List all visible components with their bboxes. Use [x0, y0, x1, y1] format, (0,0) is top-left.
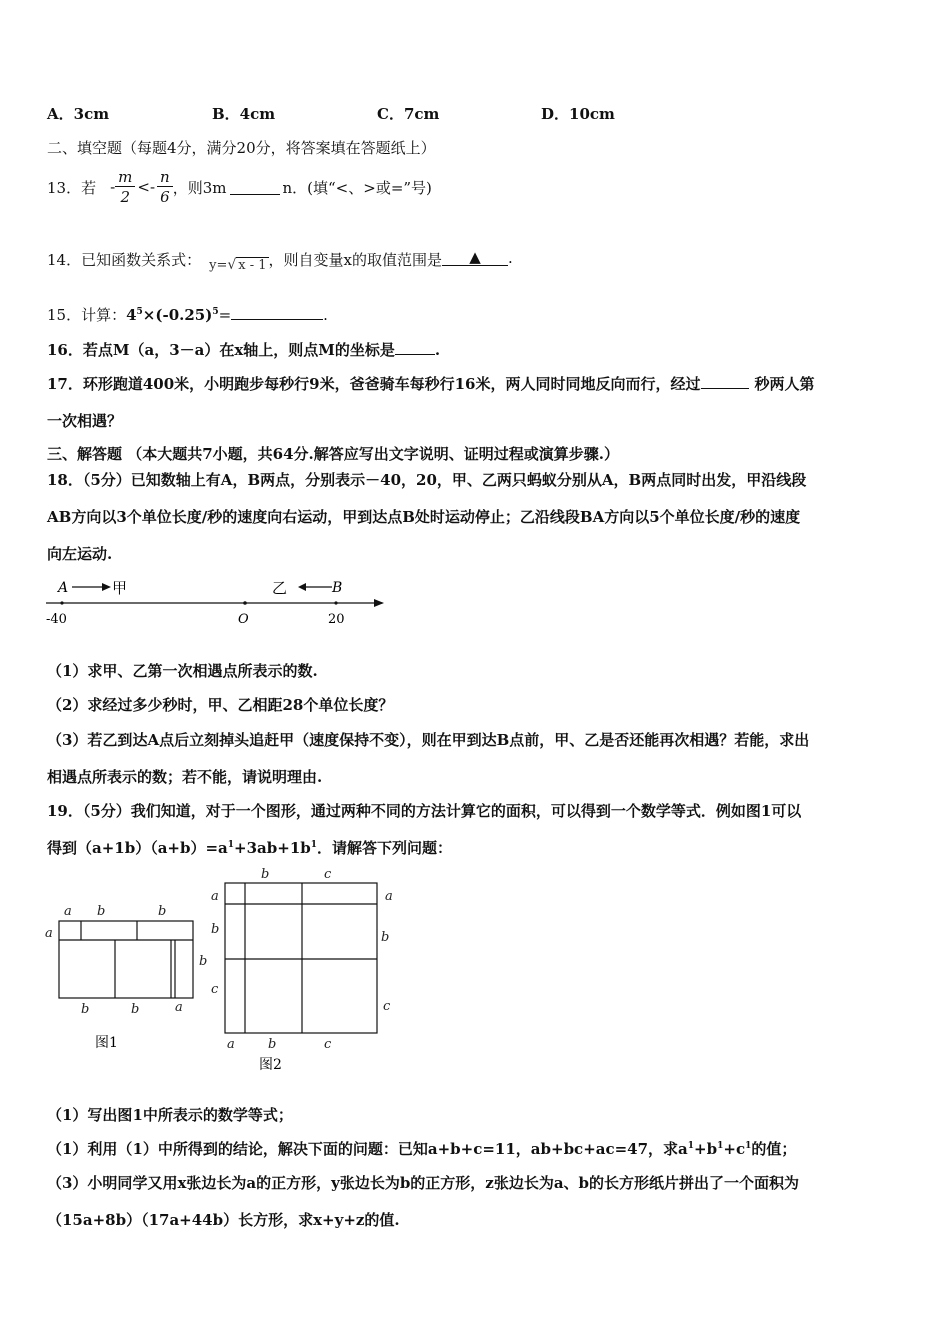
label-yi: 乙 — [272, 579, 288, 597]
q15-eq: = — [218, 306, 232, 324]
q14-text: 14．已知函数关系式： — [47, 251, 202, 269]
q15-answer-blank[interactable] — [231, 307, 323, 320]
fig1-top-b1: b — [97, 904, 106, 919]
option-b: B．4cm — [212, 105, 276, 123]
q18-line3: 向左运动. — [47, 545, 113, 563]
q19-sub2-sup2: 1 — [717, 1141, 724, 1151]
q17-text-a: 17．环形跑道400米，小明跑步每秒行9米，爸爸骑车每秒行16米，两人同时同地反向而行，经过 — [47, 375, 701, 393]
arrow-left-head-icon — [298, 583, 306, 591]
q13-m-num: m — [115, 168, 135, 187]
point-o — [243, 601, 247, 605]
q19-sub1: （1）写出图1中所表示的数学等式； — [47, 1106, 293, 1124]
fig2-right-c: c — [383, 999, 391, 1014]
q15-base: 4 — [126, 306, 137, 324]
q13-mid: ，则3m — [172, 178, 227, 197]
q13-after: n．(填“<、>或=”号) — [282, 178, 432, 197]
q13-prefix: 13．若 — [47, 178, 97, 197]
figure-1 — [40, 895, 210, 1055]
fig2-right-a: a — [385, 889, 393, 904]
q19-line2-a: 得到（a+1b）（a+b）=a — [47, 839, 228, 857]
q17-answer-blank[interactable] — [701, 376, 749, 389]
fig2-bot-c: c — [324, 1037, 332, 1052]
fig2-top-b: b — [261, 867, 270, 882]
number-line-figure — [40, 574, 390, 630]
q18-sub1: （1）求甲、乙第一次相遇点所表示的数. — [47, 662, 318, 680]
q19-sub2-b: +b — [694, 1140, 718, 1158]
q14-answer-blank[interactable] — [442, 248, 508, 266]
q19-sub2-a: （1）利用（1）中所得到的结论，解决下面的问题：已知a+b+c=11，ab+bc+ac=47，求a — [47, 1140, 688, 1158]
q19-sub3-line2: （15a+8b）（17a+44b）长方形，求x+y+z的值. — [47, 1211, 400, 1229]
fig2-top-c: c — [324, 867, 332, 882]
q13-n-num: n — [157, 168, 173, 187]
arrow-right-head-icon — [102, 583, 111, 591]
q18-sub3-line1: （3）若乙到达A点后立刻掉头追赶甲（速度保持不变），则在甲到达B点前，甲、乙是否还能再次相遇？若能，求出 — [47, 731, 810, 749]
fig1-bot-a: a — [175, 1000, 183, 1015]
label-jia: 甲 — [112, 579, 128, 597]
q19-sub2-d: 的值； — [751, 1140, 797, 1158]
fig1-top-b2: b — [158, 904, 167, 919]
fig1-bot-b2: b — [131, 1002, 140, 1017]
fig1-caption: 图1 — [95, 1035, 118, 1051]
q14-end: . — [508, 249, 513, 267]
q14-formula: y=√ x - 1 — [209, 257, 267, 273]
q14-formula-prefix: y= — [209, 258, 228, 273]
q17-text-b: 秒两人第 — [754, 375, 815, 393]
q16-answer-blank[interactable] — [395, 342, 435, 355]
q19-sub2-c: +c — [723, 1140, 746, 1158]
figure-2 — [205, 862, 405, 1076]
q13-answer-blank[interactable] — [230, 180, 280, 195]
q18-sub2: （2）求经过多少秒时，甲、乙相距28个单位长度？ — [47, 696, 394, 714]
q15-exp2: 5 — [212, 307, 219, 317]
q19-line2 — [47, 837, 452, 858]
fig2-outer-rect — [225, 883, 377, 1033]
q13-n-den: 6 — [160, 187, 170, 206]
question-17-line2: 一次相遇？ — [47, 412, 123, 430]
q13-lt: <- — [137, 178, 156, 196]
tick-neg40: -40 — [46, 612, 67, 627]
q19-line2-b: +3ab+1b — [234, 839, 311, 857]
section3-title: 三、解答题 （本大题共7小题，共64分.解答应写出文字说明、证明过程或演算步骤.） — [47, 445, 619, 463]
question-17-line1 — [47, 373, 815, 394]
q16-end: . — [434, 341, 441, 359]
q19-line2-c: ．请解答下列问题： — [317, 839, 453, 857]
q19-line1: 19．（5分）我们知道，对于一个图形，通过两种不同的方法计算它的面积，可以得到一个数学等式．例如图1可以 — [47, 802, 802, 820]
q19-line2-sup1: 1 — [227, 840, 235, 850]
option-d: D．10cm — [541, 105, 615, 123]
point-b — [334, 601, 337, 604]
q13-neg: - — [110, 178, 116, 196]
q13-fraction-n — [157, 168, 173, 207]
point-a — [60, 601, 63, 604]
fig1-right-b: b — [199, 954, 208, 969]
q14-after: ，则自变量x的取值范围是 — [268, 251, 442, 269]
fig1-outer-rect — [59, 921, 193, 998]
fig2-bot-b: b — [268, 1037, 277, 1052]
q13-m-den: 2 — [120, 187, 131, 206]
fig2-caption: 图2 — [259, 1057, 282, 1073]
label-b: B — [332, 580, 343, 596]
fig1-top-a: a — [64, 904, 72, 919]
triangle-icon: ▲ — [469, 248, 481, 266]
question-16 — [47, 339, 440, 360]
question-13 — [47, 164, 432, 210]
option-a: A．3cm — [47, 105, 110, 123]
q15-exp1: 5 — [136, 307, 143, 317]
fig2-right-b: b — [381, 930, 390, 945]
q18-line1: 18．（5分）已知数轴上有A，B两点，分别表示－40，20，甲、乙两只蚂蚁分别从A，B两点同时出发，甲沿线段 — [47, 471, 807, 489]
fig2-left-c: c — [211, 982, 219, 997]
q19-sub2-sup3: 1 — [745, 1141, 752, 1151]
q19-sub2-sup1: 1 — [687, 1141, 695, 1151]
tick-20: 20 — [328, 612, 345, 627]
fig1-bot-b1: b — [81, 1002, 90, 1017]
fig2-bot-a: a — [227, 1037, 235, 1052]
q19-sub3-line1: （3）小明同学又用x张边长为a的正方形，y张边长为b的正方形，z张边长为a、b的长方形纸片拼出了一个面积为 — [47, 1174, 800, 1192]
question-14 — [47, 247, 513, 277]
q18-sub3-line2: 相遇点所表示的数；若不能，请说明理由. — [47, 768, 323, 786]
tick-o: O — [238, 612, 249, 627]
q15-expr2: ×(-0.25) — [142, 306, 213, 324]
label-a: A — [58, 580, 69, 596]
q15-prefix: 15．计算： — [47, 306, 127, 324]
fig1-left-a: a — [45, 926, 53, 941]
section2-title: 二、填空题（每题4分，满分20分，将答案填在答题纸上） — [47, 139, 436, 157]
fig2-left-b: b — [211, 922, 220, 937]
option-c: C．7cm — [377, 105, 440, 123]
q18-line2: AB方向以3个单位长度/秒的速度向右运动，甲到达点B处时运动停止；乙沿线段BA方向以5个单位长度/秒的速度 — [47, 508, 801, 526]
question-15 — [47, 304, 328, 325]
q14-formula-radicand: x - 1 — [238, 258, 267, 273]
q16-text: 16．若点M（a，3－a）在x轴上，则点M的坐标是 — [47, 341, 395, 359]
q15-end: . — [323, 306, 328, 324]
fig2-left-a: a — [211, 889, 219, 904]
q13-fraction-m — [115, 168, 135, 207]
q19-line2-sup2: 1 — [310, 840, 318, 850]
axis-arrow-icon — [374, 599, 384, 607]
q19-sub2 — [47, 1138, 796, 1159]
